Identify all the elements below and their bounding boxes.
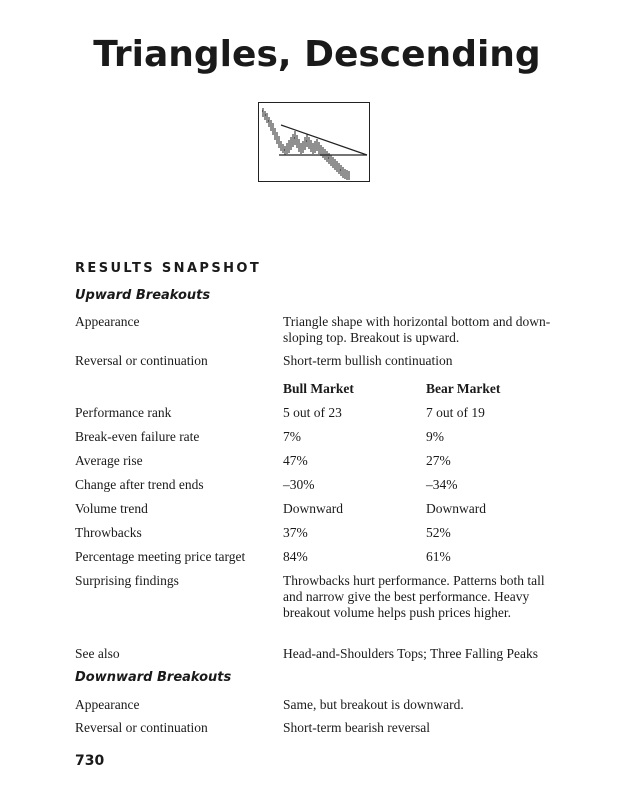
stat-row-label: Performance rank bbox=[75, 405, 172, 420]
reversal-label: Reversal or continuation bbox=[75, 720, 208, 735]
bull-market-column-header: Bull Market bbox=[283, 381, 354, 396]
see-also-value: Head-and-Shoulders Tops; Three Falling Peaks bbox=[283, 646, 539, 661]
stat-row-bull: 37% bbox=[283, 525, 308, 540]
reversal-value: Short-term bullish continuation bbox=[283, 353, 453, 368]
bear-market-column-header: Bear Market bbox=[426, 381, 501, 396]
down-sloping-trendline bbox=[281, 125, 367, 155]
page-number: 730 bbox=[75, 753, 105, 769]
descending-triangle-chart bbox=[259, 103, 369, 181]
surprising-findings-label: Surprising findings bbox=[75, 573, 179, 588]
stat-row-label: Percentage meeting price target bbox=[75, 549, 246, 564]
stat-row-label: Average rise bbox=[75, 453, 143, 468]
stat-row-bear: 7 out of 19 bbox=[426, 405, 485, 420]
stat-row-label: Break-even failure rate bbox=[75, 429, 200, 444]
stat-row-bull: 47% bbox=[283, 453, 308, 468]
stat-row-bear: Downward bbox=[426, 501, 486, 516]
stat-row-bear: 27% bbox=[426, 453, 451, 468]
reversal-label: Reversal or continuation bbox=[75, 353, 208, 368]
appearance-label: Appearance bbox=[75, 314, 140, 329]
reversal-value: Short-term bearish reversal bbox=[283, 720, 430, 735]
stat-row-bull: –30% bbox=[283, 477, 315, 492]
downward-breakouts-heading: Downward Breakouts bbox=[75, 670, 232, 685]
stat-row-bear: 52% bbox=[426, 525, 451, 540]
stat-row-label: Throwbacks bbox=[75, 525, 142, 540]
stat-row-label: Volume trend bbox=[75, 501, 148, 516]
appearance-value: Triangle shape with horizontal bottom and down-sloping top. Breakout is upward. bbox=[283, 314, 551, 345]
stat-row-bear: 9% bbox=[426, 429, 444, 444]
pattern-illustration bbox=[258, 102, 370, 182]
appearance-label: Appearance bbox=[75, 697, 140, 712]
stat-row-bull: 5 out of 23 bbox=[283, 405, 342, 420]
appearance-value: Same, but breakout is downward. bbox=[283, 697, 464, 712]
stat-row-bull: Downward bbox=[283, 501, 343, 516]
see-also-label: See also bbox=[75, 646, 120, 661]
upward-breakouts-heading: Upward Breakouts bbox=[75, 288, 211, 303]
stat-row-label: Change after trend ends bbox=[75, 477, 204, 492]
stat-row-bull: 7% bbox=[283, 429, 301, 444]
results-snapshot-heading: RESULTS SNAPSHOT bbox=[75, 261, 262, 276]
stat-row-bear: 61% bbox=[426, 549, 451, 564]
stat-row-bear: –34% bbox=[426, 477, 458, 492]
surprising-findings-value: Throwbacks hurt performance. Patterns both tall and narrow give the best performance. Heavy breakout volume helps push prices higher. bbox=[283, 573, 545, 620]
stat-row-bull: 84% bbox=[283, 549, 308, 564]
page-title: Triangles, Descending bbox=[93, 34, 541, 75]
